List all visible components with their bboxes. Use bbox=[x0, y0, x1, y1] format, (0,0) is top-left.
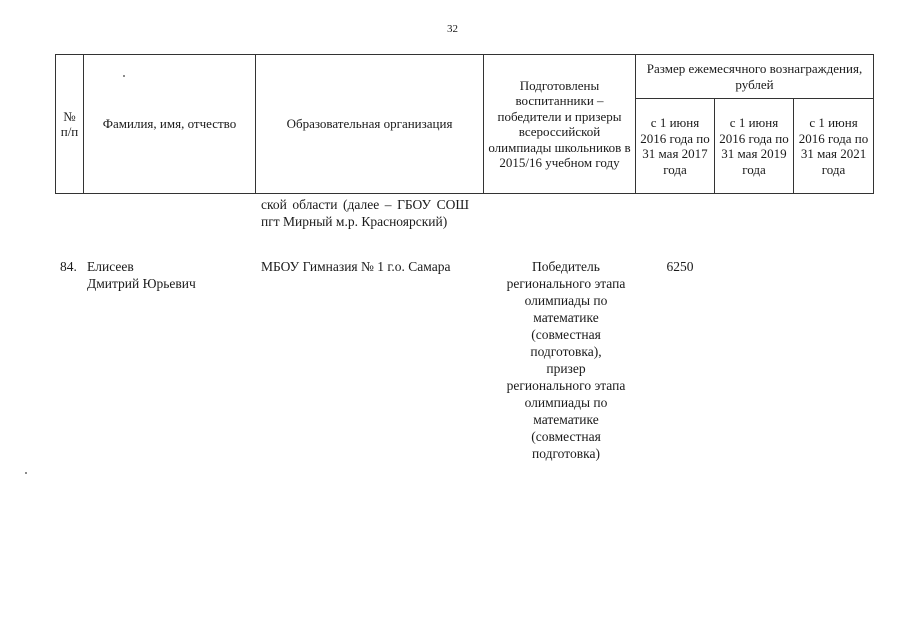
achievement-line: математике bbox=[533, 310, 599, 325]
header-period-2017: с 1 июня 2016 года по 31 мая 2017 года bbox=[636, 99, 715, 194]
achievement-line: Победитель bbox=[532, 259, 600, 274]
scan-speck bbox=[25, 472, 27, 474]
row-achievement bbox=[488, 258, 644, 462]
page-number: 32 bbox=[447, 23, 458, 35]
row-amount: 6250 bbox=[666, 259, 694, 274]
achievement-line: олимпиады по bbox=[524, 293, 608, 308]
header-name: Фамилия, имя, отчество bbox=[84, 55, 256, 194]
header-period-2019: с 1 июня 2016 года по 31 мая 2019 года bbox=[715, 99, 794, 194]
achievement-line: подготовка), bbox=[530, 344, 602, 359]
organization-continuation: ской области (далее – ГБОУ СОШ пгт Мирный м.р. Красноярский) bbox=[261, 197, 469, 229]
row-given-names: Дмитрий Юрьевич bbox=[87, 276, 196, 291]
row-surname: Елисеев bbox=[87, 259, 134, 274]
achievement-line: (совместная bbox=[531, 429, 601, 444]
header-number: № п/п bbox=[56, 55, 84, 194]
row-number: 84. bbox=[60, 259, 77, 274]
achievement-line: математике bbox=[533, 412, 599, 427]
table-header bbox=[55, 54, 874, 194]
achievement-line: (совместная bbox=[531, 327, 601, 342]
header-organization: Образовательная организация bbox=[256, 55, 484, 194]
header-reward: Размер ежемесячного вознаграждения, рублей bbox=[636, 55, 874, 99]
achievement-line: подготовка) bbox=[532, 446, 600, 461]
achievement-line: регионального этапа bbox=[506, 378, 626, 393]
header-period-2021: с 1 июня 2016 года по 31 мая 2021 года bbox=[794, 99, 874, 194]
row-name bbox=[87, 258, 257, 292]
header-prepared-students: Подготовлены воспитанники – победители и призеры всероссийской олимпиады школьников в 2015/16 учебном году bbox=[484, 55, 636, 194]
achievement-line: олимпиады по bbox=[524, 395, 608, 410]
achievement-line: регионального этапа bbox=[506, 276, 626, 291]
achievement-line: призер bbox=[546, 361, 586, 376]
scan-speck bbox=[123, 75, 125, 77]
row-organization: МБОУ Гимназия № 1 г.о. Самара bbox=[261, 259, 451, 274]
